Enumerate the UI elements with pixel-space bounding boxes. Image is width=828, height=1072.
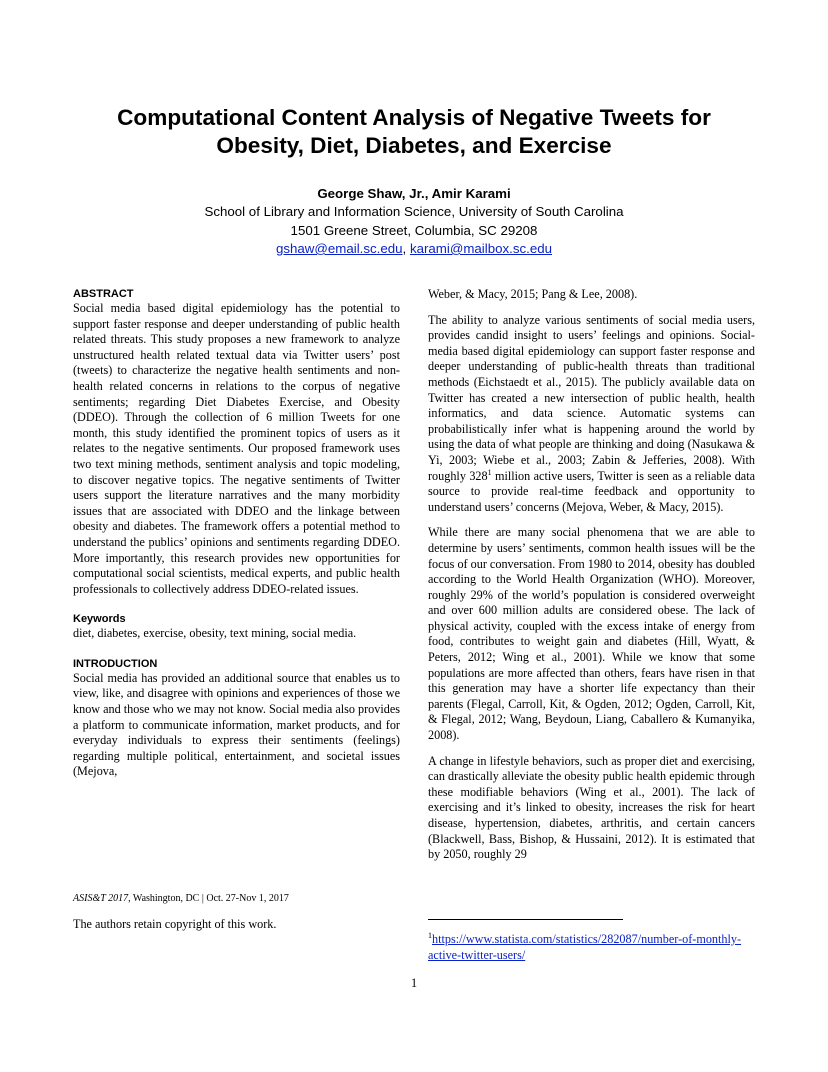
author-affiliation: School of Library and Information Science, University of South Carolina [204, 204, 624, 220]
footnote-reference[interactable]: 1 [487, 467, 492, 477]
abstract-heading: ABSTRACT [73, 288, 134, 300]
footnote [428, 932, 758, 963]
keywords-text: diet, diabetes, exercise, obesity, text mining, social media. [73, 626, 357, 641]
author-block [60, 185, 768, 258]
conference-name: ASIS&T 2017 [73, 893, 129, 904]
introduction-heading: INTRODUCTION [73, 657, 158, 670]
abstract-text: Social media based digital epidemiology has the potential to support faster response and deeper understanding of public health related threats. This study proposes a new framework to analyze unstructured health related textual data via Twitter users’ post (tweets) to characterize the negative health sentiments and non-health related concerns in relations to the corpus of negative sentiments; regarding Diet Diabetes Exercise, and Obesity (DDEO). Through the collection of 6 million Tweets for one month, this study identified the prominent topics of users as it relates to the negative sentiments. Our proposed framework uses two text mining methods, sentiment analysis and topic modeling, to discover negative topics. The negative sentiments of Twitter users support the literature narratives and the many morbidity issues that are associated with DDEO and the linkage between obesity and diabetes. The framework offers a potential method to understand the publics’ opinions and sentiments regarding DDEO. More importantly, this research provides new opportunities for computational social scientists, medical experts, and public health professionals to collectively address DDEO-related issues. [73, 301, 400, 596]
paragraph-health-issues: While there are many social phenomena that we are able to determine by users’ sentiments, common health issues will be the focus of our conversation. From 1980 to 2014, obesity has doubled according to the World Health Organization (WHO). Moreover, roughly 29% of the world’s population is considered overweight and over 600 million adults are considered obese. The lack of physical activity, coupled with the excess intake of energy from food, contributes to weight gain and diabetes (Hill, Wyatt, & Peters, 2012; Wing et al., 2001). While we know that some populations are more affected than others, fears have risen in that this generation may have a shorter life expectancy than their parents (Flegal, Carroll, Kit, & Ogden, 2012; Ogden, Carroll, Kit, & Flegal, 2012; Wang, Beydoun, Liang, Caballero & Kumanyika, 2008). [428, 525, 755, 743]
paper-title [60, 104, 768, 160]
paper-title-line-2: Obesity, Diet, Diabetes, and Exercise [216, 133, 612, 158]
footnote-link[interactable]: https://www.statista.com/statistics/282087/number-of-monthly-active-twitter-users/ [428, 932, 742, 962]
footnote-divider [428, 919, 623, 920]
email-link-karami[interactable]: karami@mailbox.sc.edu [409, 240, 553, 256]
author-names: George Shaw, Jr., Amir Karami [317, 186, 511, 201]
author-emails [60, 240, 768, 258]
paragraph-sentiment-text-b: million active users, Twitter is seen as a reliable data source to provide real-time feedback and opportunity to understand users’ concerns (Mejova, Weber, & Macy, 2015). [428, 468, 755, 514]
paragraph-sentiment-analysis [428, 313, 755, 516]
paper-title-line-1: Computational Content Analysis of Negative Tweets for [117, 105, 711, 130]
paragraph-lifestyle: A change in lifestyle behaviors, such as proper diet and exercising, can drastically alleviate the obesity public health epidemic through these modifiable behaviors (Wing et al., 2001). The lack of exercising and it’s linked to obesity, increases the risk for heart disease, hypertension, diabetes, arthritis, and certain cancers (Blackwell, Bass, Bishop, & Hussaini, 2012). It is estimated that by 2050, roughly 29 [428, 753, 755, 862]
paragraph-continuation: Weber, & Macy, 2015; Pang & Lee, 2008). [428, 287, 638, 301]
right-column [428, 287, 755, 863]
conference-details: , Washington, DC | Oct. 27-Nov 1, 2017 [128, 893, 289, 904]
introduction-text: Social media has provided an additional source that enables us to view, like, and disagree with opinions and experiences of those we know and those who we may not know. Social media also provides a platform to communicate information, market products, and for everyday individuals to express their sentiments (feelings) regarding multiple political, entertainment, and societal issues (Mejova, [73, 670, 400, 779]
conference-note [73, 892, 400, 905]
email-separator: , [402, 240, 410, 256]
page-number: 1 [410, 976, 418, 990]
paragraph-sentiment-text-a: The ability to analyze various sentiments of social media users, provides candid insight to users’ feelings and opinions. Social-media based digital epidemiology can support faster response and deeper understanding of public-health threats than traditional methods (Eichstaedt et al., 2015). The publicly available data on Twitter has created a new intersection of public health, health informatics, and data science. Automatic systems can probabilistically infer what is happening around the world by using the data of what people are thinking and doing (Nasukawa & Yi, 2003; Wiebe et al., 2003; Zabin & Jefferies, 2008). With roughly 328 [428, 312, 755, 483]
email-link-shaw[interactable]: gshaw@email.sc.edu [275, 240, 403, 256]
copyright-note: The authors retain copyright of this work. [73, 917, 277, 931]
left-column [73, 287, 400, 780]
keywords-heading: Keywords [73, 613, 126, 626]
footnote-marker: 1 [428, 930, 432, 940]
author-address: 1501 Greene Street, Columbia, SC 29208 [290, 222, 538, 238]
